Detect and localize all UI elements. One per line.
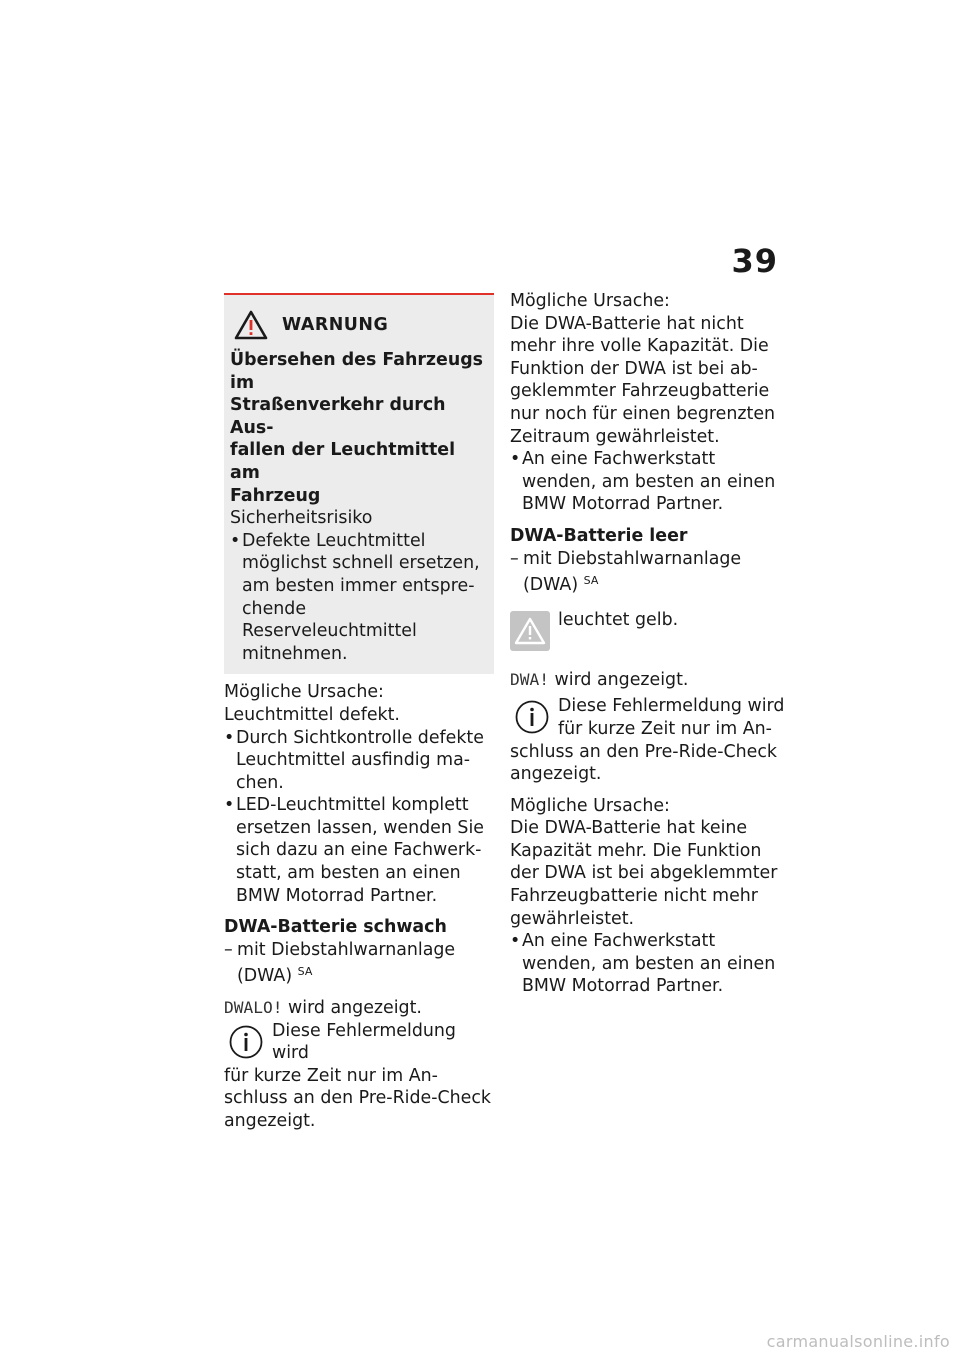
warning-light-text: leuchtet gelb. xyxy=(558,609,679,630)
sa-marker: SA xyxy=(583,574,599,588)
left-column xyxy=(224,293,494,1133)
list-item: • An eine Fachwerkstatt wenden, am besten an einen BMW Motorrad Partner. xyxy=(510,448,785,516)
page-number: 39 xyxy=(731,242,778,280)
list-item: • Defekte Leuchtmittel möglichst schnell ersetzen, am besten immer entspre- chende Reserveleuchtmittel mitnehmen. xyxy=(230,530,486,666)
code-line: DWALO! wird angezeigt. xyxy=(224,998,422,1019)
info-icon xyxy=(228,1024,264,1060)
info-icon xyxy=(514,699,550,735)
warning-label: WARNUNG xyxy=(282,314,389,335)
dash-list xyxy=(510,548,785,597)
warning-risk: Sicherheitsrisiko xyxy=(230,508,373,529)
watermark: carmanualsonline.info xyxy=(766,1332,950,1352)
section-title-weak-battery: DWA-Batterie schwach xyxy=(224,917,447,938)
list-item: – mit Diebstahlwarnanlage (DWA) $^{SA}$ xyxy=(510,548,785,597)
warning-box xyxy=(224,293,494,674)
warning-header xyxy=(230,309,486,341)
info-block: Diese Fehlermeldung wird für kurze Zeit nur im An- schluss an den Pre-Ride-Check angezeigt. xyxy=(224,1020,491,1131)
cause-label: Mögliche Ursache: xyxy=(510,795,670,816)
display-code: DWA! xyxy=(510,669,549,689)
cause-list xyxy=(224,727,494,908)
cause-label: Mögliche Ursache: xyxy=(510,291,670,311)
right-column xyxy=(510,290,785,998)
list-item: – mit Diebstahlwarnanlage (DWA) $^{SA}$ xyxy=(224,939,494,988)
warning-light-icon xyxy=(510,611,550,651)
sa-marker: SA xyxy=(297,965,313,979)
warning-light-block xyxy=(510,609,785,655)
warning-triangle-icon xyxy=(234,310,268,340)
list-item: • Durch Sichtkontrolle defekte Leuchtmittel ausfindig ma- chen. xyxy=(224,727,494,795)
dash-list xyxy=(224,939,494,988)
list-item: • An eine Fachwerkstatt wenden, am besten an einen BMW Motorrad Partner. xyxy=(510,930,785,998)
cause-list xyxy=(510,930,785,998)
cause-label: Mögliche Ursache: xyxy=(224,682,384,703)
list-item: • LED-Leuchtmittel komplett ersetzen lassen, wenden Sie sich dazu an eine Fachwerk- statt, am besten an einen BMW Motorrad Partner. xyxy=(224,794,494,907)
code-line: DWA! wird angezeigt. xyxy=(510,669,689,690)
warning-list xyxy=(230,530,486,666)
cause-text: Die DWA-Batterie hat nicht mehr ihre volle Kapazität. Die Funktion der DWA ist bei ab- geklemmter Fahrzeugbatterie nur noch für einen begrenzten Zeitraum gewährleistet. xyxy=(510,313,776,447)
section-title-empty-battery: DWA-Batterie leer xyxy=(510,525,688,546)
cause-text: Die DWA-Batterie hat keine Kapazität mehr. Die Funktion der DWA ist bei abgeklemmter Fahrzeugbatterie nicht mehr gewährleistet. xyxy=(510,818,778,929)
display-code: DWALO! xyxy=(224,998,283,1018)
cause-text: Leuchtmittel defekt. xyxy=(224,704,400,725)
warning-heading: Übersehen des Fahrzeugs im Straßenverkehr durch Aus- fallen der Leuchtmittel am Fahrzeug xyxy=(230,350,483,506)
info-block: Diese Fehlermeldung wird für kurze Zeit nur im An- schluss an den Pre-Ride-Check angezeigt. xyxy=(510,696,785,785)
cause-list xyxy=(510,448,785,516)
